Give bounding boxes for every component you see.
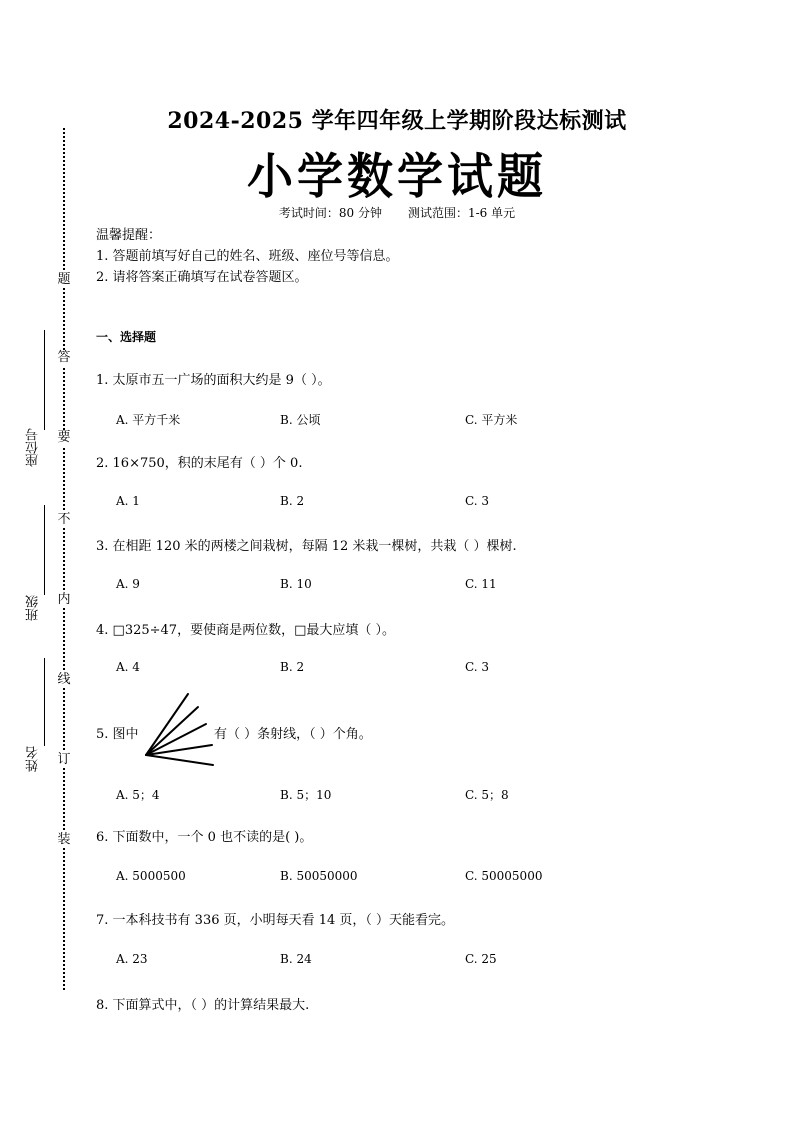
exam-title: 2024-2025 学年四年级上学期阶段达标测试 (167, 108, 627, 134)
binding-char: 不 (57, 512, 71, 527)
class-underline (44, 505, 45, 595)
option-c[interactable]: C. 50005000 (465, 869, 543, 883)
option-a[interactable]: A. 23 (116, 952, 148, 966)
seat-number-field[interactable] (24, 330, 46, 475)
question-stem: 6. 下面数中，一个 0 也不读的是( )。 (96, 830, 313, 845)
name-underline (44, 658, 45, 746)
option-b[interactable]: B. 2 (280, 660, 305, 674)
tip-item: 1. 答题前填写好自己的姓名、班级、座位号等信息。 (96, 249, 399, 264)
question-stem: 3. 在相距 120 米的两楼之间栽树，每隔 12 米栽一棵树，共栽（ ）棵树. (96, 539, 517, 554)
seat-number-underline (44, 330, 45, 430)
option-c[interactable]: C. 3 (465, 660, 490, 674)
ray-line (146, 694, 188, 755)
option-c[interactable]: C. 5；8 (465, 788, 509, 802)
option-b[interactable]: B. 公顷 (280, 413, 321, 427)
question-stem: 有（ ）条射线，（ ）个角。 (214, 727, 372, 742)
option-b[interactable]: B. 10 (280, 577, 312, 591)
option-c[interactable]: C. 11 (465, 577, 497, 591)
option-b[interactable]: B. 50050000 (280, 869, 358, 883)
question-stem: 4. □325÷47，要使商是两位数，□最大应填（ ）。 (96, 623, 395, 638)
option-a[interactable]: A. 平方千米 (116, 413, 181, 427)
seat-number-label: 座位号 (26, 428, 41, 467)
option-a[interactable]: A. 9 (116, 577, 140, 591)
option-a[interactable]: A. 5；4 (116, 788, 160, 802)
exam-time: 考试时间：80 分钟 (278, 206, 382, 220)
ray-line (146, 755, 213, 765)
option-c[interactable]: C. 平方米 (465, 413, 518, 427)
option-c[interactable]: C. 3 (465, 494, 490, 508)
name-label: 姓名 (26, 746, 41, 772)
tip-item: 2. 请将答案正确填写在试卷答题区。 (96, 270, 308, 285)
binding-char: 题 (57, 272, 71, 287)
option-b[interactable]: B. 24 (280, 952, 312, 966)
section-title: 一、选择题 (96, 330, 157, 344)
question-stem: 2. 16×750，积的末尾有（ ）个 0. (96, 456, 303, 471)
binding-dotted-line (63, 128, 65, 990)
binding-char: 装 (57, 832, 71, 847)
question-stem: 1. 太原市五一广场的面积大约是 9（ ）。 (96, 373, 331, 388)
name-field[interactable] (24, 658, 46, 780)
question-stem-prefix: 5. 图中 (96, 727, 139, 742)
binding-char: 线 (57, 672, 71, 687)
exam-subtitle: 小学数学试题 (247, 147, 547, 205)
question-stem: 7. 一本科技书有 336 页，小明每天看 14 页，（ ）天能看完。 (96, 913, 455, 928)
option-a[interactable]: A. 4 (116, 660, 140, 674)
tips-heading: 温馨提醒： (96, 228, 162, 243)
rays-figure (140, 690, 220, 770)
option-b[interactable]: B. 2 (280, 494, 305, 508)
exam-scope: 测试范围：1-6 单元 (407, 206, 516, 220)
binding-char: 内 (57, 592, 71, 607)
binding-char: 要 (57, 430, 71, 445)
class-field[interactable] (24, 505, 46, 630)
binding-char: 订 (57, 752, 71, 767)
binding-char: 答 (57, 350, 71, 365)
option-c[interactable]: C. 25 (465, 952, 497, 966)
option-b[interactable]: B. 5；10 (280, 788, 332, 802)
option-a[interactable]: A. 5000500 (116, 869, 186, 883)
exam-meta (0, 204, 794, 221)
class-label: 班级 (26, 595, 41, 621)
option-a[interactable]: A. 1 (116, 494, 140, 508)
question-stem: 8. 下面算式中，（ ）的计算结果最大. (96, 998, 310, 1013)
